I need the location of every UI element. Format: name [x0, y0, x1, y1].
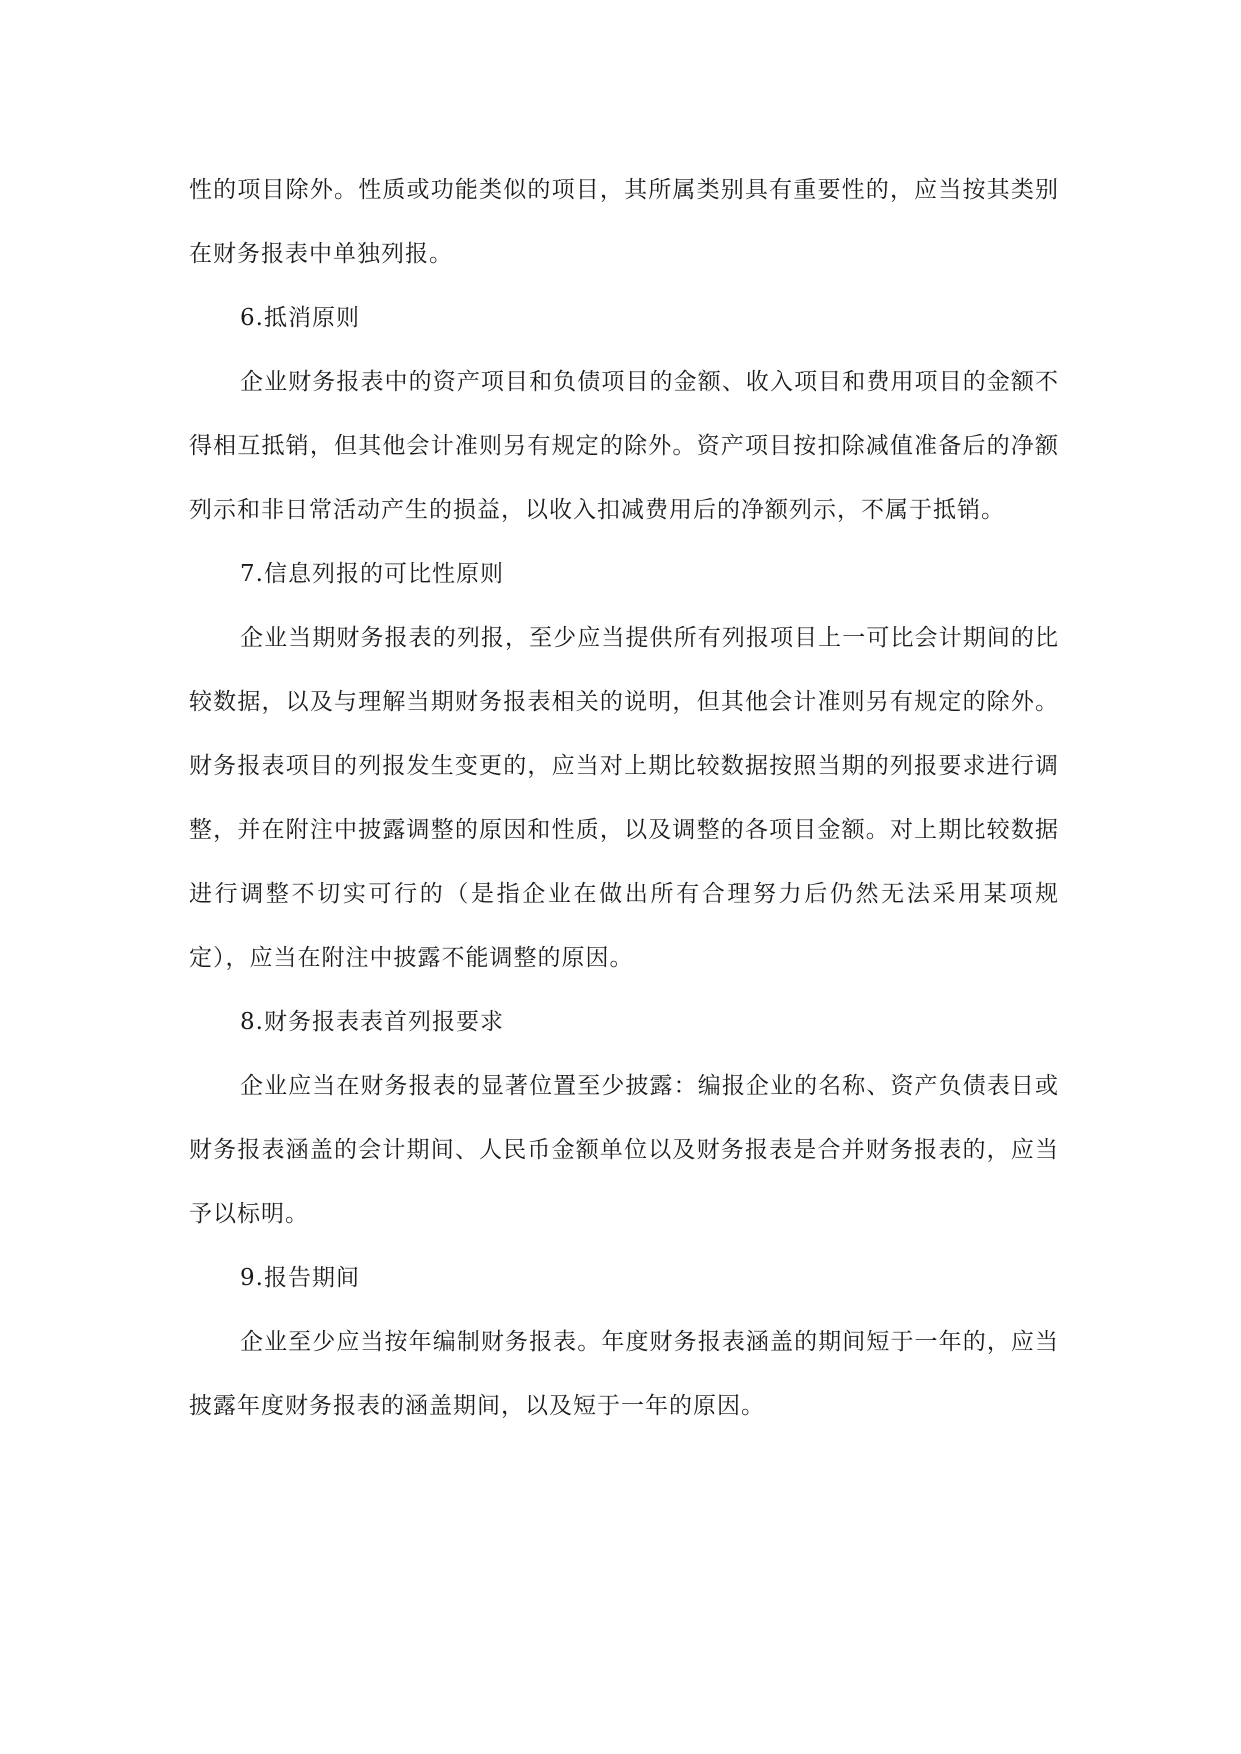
- section-heading-7: 7.信息列报的可比性原则: [240, 561, 504, 587]
- section-heading-9: 9.报告期间: [240, 1265, 360, 1291]
- section-heading-8: 8.财务报表表首列报要求: [240, 1009, 504, 1035]
- paragraph-comparability-principle: 企业当期财务报表的列报，至少应当提供所有列报项目上一可比会计期间的比较数据，以及与理解当期财务报表相关的说明，但其他会计准则另有规定的除外。财务报表项目的列报发生变更的，应当对上期比较数据按照当期的列报要求进行调整，并在附注中披露调整的原因和性质，以及调整的各项目金额。对上期比较数据进行调整不切实可行的（是指企业在做出所有合理努力后仍然无法采用某项规定），应当在附注中披露不能调整的原因。: [189, 625, 1059, 971]
- paragraph-offset-principle: 企业财务报表中的资产项目和负债项目的金额、收入项目和费用项目的金额不得相互抵销，但其他会计准则另有规定的除外。资产项目按扣除减值准备后的净额列示和非日常活动产生的损益，以收入扣减费用后的净额列示，不属于抵销。: [189, 369, 1059, 523]
- paragraph-reporting-period: 企业至少应当按年编制财务报表。年度财务报表涵盖的期间短于一年的，应当披露年度财务报表的涵盖期间，以及短于一年的原因。: [189, 1329, 1059, 1419]
- section-heading-6: 6.抵消原则: [240, 305, 360, 331]
- document-body: [189, 158, 1059, 1438]
- paragraph-continuation: 性的项目除外。性质或功能类似的项目，其所属类别具有重要性的，应当按其类别在财务报表中单独列报。: [189, 177, 1059, 267]
- paragraph-header-requirements: 企业应当在财务报表的显著位置至少披露：编报企业的名称、资产负债表日或财务报表涵盖的会计期间、人民币金额单位以及财务报表是合并财务报表的，应当予以标明。: [189, 1073, 1059, 1227]
